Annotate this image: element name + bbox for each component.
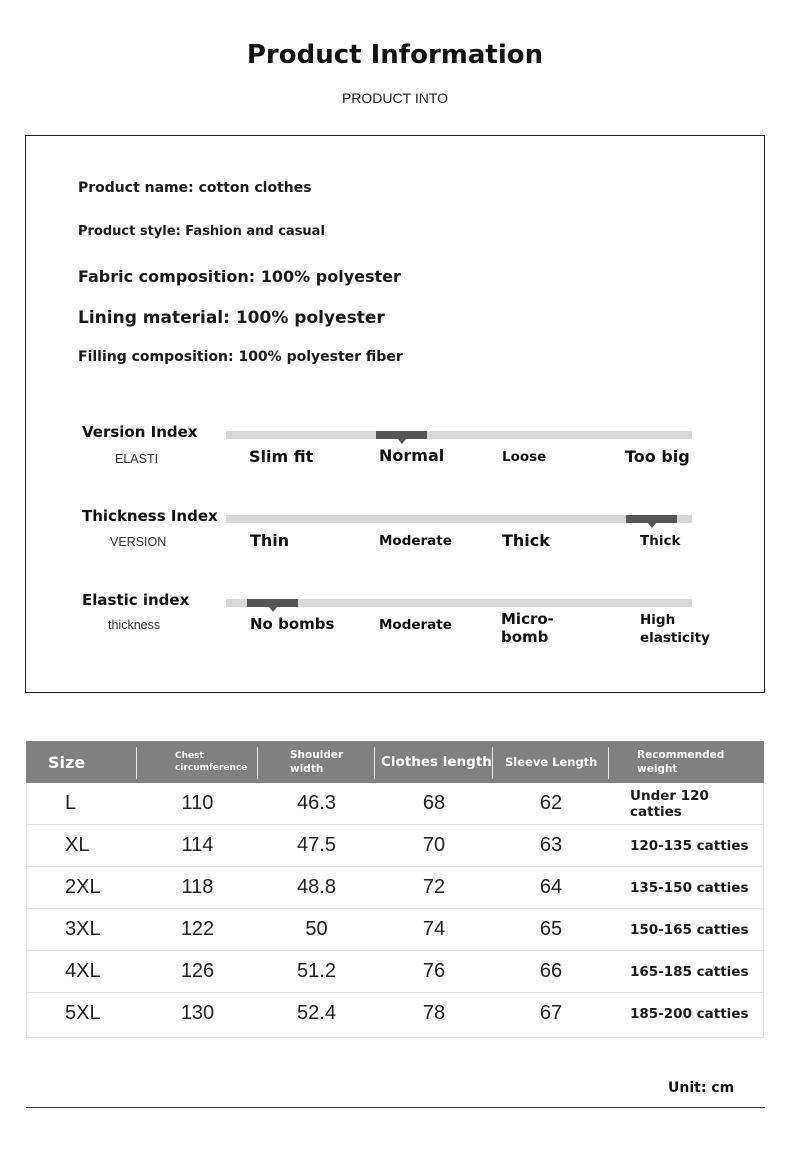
header-clothes-length: Clothes length bbox=[374, 741, 499, 783]
cell-chest: 114 bbox=[181, 834, 214, 856]
cell-shoulder: 52.4 bbox=[297, 1002, 336, 1024]
size-table-body bbox=[26, 783, 764, 1038]
cell-shoulder: 51.2 bbox=[297, 960, 336, 982]
cell-recommended-weight: 120-135 catties bbox=[630, 837, 749, 854]
version-option-too-big: Too big bbox=[625, 447, 690, 466]
thickness-index-label: Thickness Index bbox=[82, 507, 218, 525]
thickness-option-thin: Thin bbox=[250, 531, 290, 550]
version-option-normal: Normal bbox=[379, 446, 445, 465]
cell-sleeve-length: 63 bbox=[539, 834, 563, 856]
cell-recommended-weight: 135-150 catties bbox=[630, 879, 749, 896]
cell-shoulder: 46.3 bbox=[297, 792, 336, 814]
version-index-scale bbox=[226, 431, 692, 439]
cell-shoulder: 48.8 bbox=[297, 876, 336, 898]
header-chest-circumference: Chest circumference bbox=[136, 741, 296, 783]
cell-size: 4XL bbox=[65, 960, 101, 982]
cell-clothes-length: 76 bbox=[422, 960, 446, 982]
cell-sleeve-length: 66 bbox=[539, 960, 563, 982]
header-sleeve-length: Sleeve Length bbox=[492, 741, 621, 783]
fabric-composition: Fabric composition: 100% polyester bbox=[78, 267, 401, 286]
cell-size: 5XL bbox=[65, 1002, 101, 1024]
cell-chest: 122 bbox=[180, 918, 215, 940]
cell-chest: 110 bbox=[181, 792, 214, 814]
unit-label: Unit: cm bbox=[668, 1080, 735, 1096]
thickness-option-thick-max: Thick bbox=[640, 533, 681, 549]
version-option-slim-fit: Slim fit bbox=[249, 447, 314, 466]
cell-shoulder: 47.5 bbox=[297, 834, 336, 856]
header-recommended-weight: Recommended weight bbox=[608, 741, 790, 783]
cell-clothes-length: 72 bbox=[422, 876, 446, 898]
version-index-sublabel: ELASTI bbox=[115, 452, 159, 466]
product-name: Product name: cotton clothes bbox=[78, 180, 312, 196]
page-subtitle: PRODUCT INTO bbox=[341, 90, 449, 106]
cell-chest: 130 bbox=[180, 1002, 215, 1024]
cell-clothes-length: 68 bbox=[422, 792, 446, 814]
cell-clothes-length: 74 bbox=[422, 918, 446, 940]
elastic-index-marker bbox=[247, 599, 298, 607]
cell-recommended-weight: 165-185 catties bbox=[630, 963, 749, 980]
cell-size: 2XL bbox=[65, 876, 101, 898]
version-index-marker bbox=[376, 431, 427, 439]
bottom-divider bbox=[26, 1107, 765, 1108]
table-row bbox=[27, 993, 763, 1034]
elastic-option-micro-bomb: Micro- bomb bbox=[501, 610, 554, 646]
elastic-index-label: Elastic index bbox=[82, 591, 190, 609]
cell-shoulder: 50 bbox=[305, 918, 328, 940]
cell-size: L bbox=[65, 792, 77, 814]
cell-recommended-weight: 185-200 catties bbox=[630, 1005, 749, 1022]
table-row bbox=[27, 825, 763, 867]
cell-size: XL bbox=[65, 834, 90, 856]
table-row bbox=[27, 951, 763, 993]
header-shoulder-width: Shoulder width bbox=[257, 741, 407, 783]
header-size: Size bbox=[48, 752, 86, 772]
thickness-option-moderate: Moderate bbox=[379, 533, 452, 549]
thickness-option-thick: Thick bbox=[502, 531, 550, 550]
elastic-index-scale bbox=[226, 599, 692, 607]
cell-sleeve-length: 67 bbox=[539, 1002, 563, 1024]
elastic-option-high-elasticity: High elasticity bbox=[640, 612, 710, 646]
cell-clothes-length: 78 bbox=[422, 1002, 446, 1024]
elastic-index-sublabel: thickness bbox=[108, 618, 161, 632]
table-row bbox=[27, 909, 763, 951]
table-row bbox=[27, 783, 763, 825]
thickness-index-marker bbox=[626, 515, 677, 523]
cell-chest: 118 bbox=[181, 876, 214, 898]
elastic-option-moderate: Moderate bbox=[379, 617, 452, 633]
elastic-option-no-bombs: No bombs bbox=[250, 615, 335, 633]
product-info-panel bbox=[25, 135, 765, 693]
cell-sleeve-length: 64 bbox=[539, 876, 563, 898]
table-row bbox=[27, 867, 763, 909]
cell-sleeve-length: 65 bbox=[539, 918, 563, 940]
thickness-index-sublabel: VERSION bbox=[110, 535, 167, 549]
version-index-label: Version Index bbox=[82, 423, 198, 441]
cell-size: 3XL bbox=[65, 918, 101, 940]
lining-material: Lining material: 100% polyester bbox=[78, 308, 385, 328]
cell-sleeve-length: 62 bbox=[539, 792, 563, 814]
cell-recommended-weight: 150-165 catties bbox=[630, 921, 749, 938]
cell-clothes-length: 70 bbox=[422, 834, 446, 856]
product-style: Product style: Fashion and casual bbox=[78, 224, 325, 239]
size-table-header bbox=[26, 741, 764, 783]
cell-recommended-weight: Under 120 catties bbox=[630, 787, 709, 820]
version-option-loose: Loose bbox=[502, 449, 547, 465]
page-title: Product Information bbox=[246, 40, 544, 70]
thickness-index-scale bbox=[226, 515, 692, 523]
cell-chest: 126 bbox=[180, 960, 215, 982]
filling-composition: Filling composition: 100% polyester fiber bbox=[78, 349, 403, 365]
